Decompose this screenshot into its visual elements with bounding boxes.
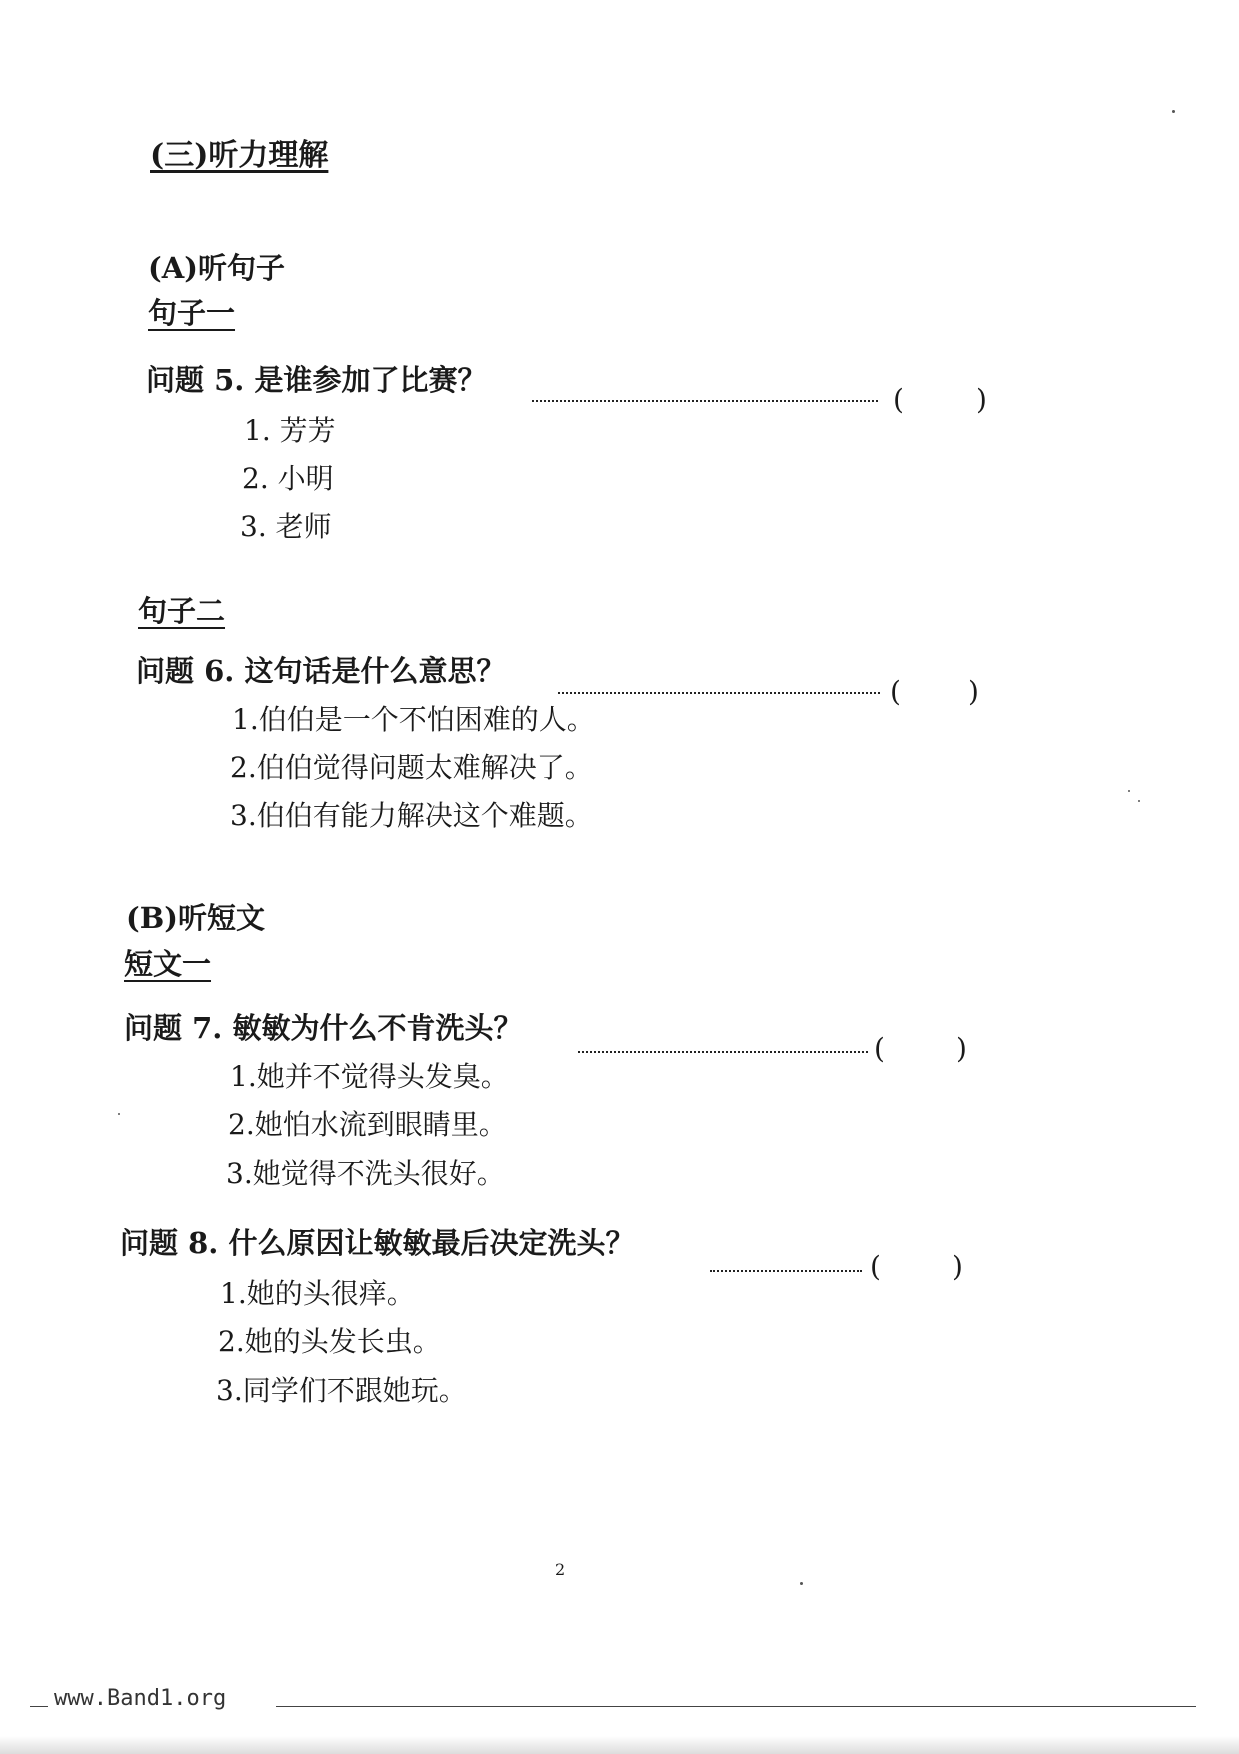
question-6-answer-open: ( <box>890 675 901 708</box>
question-8-option-2: 2.她的头发长虫。 <box>218 1325 441 1358</box>
passage-1-label: 短文一 <box>124 947 212 981</box>
question-8-answer-close: ) <box>952 1250 963 1283</box>
question-8-option-3: 3.同学们不跟她玩。 <box>216 1374 467 1407</box>
footer-watermark: www.Band1.org <box>54 1686 227 1711</box>
scan-speck <box>800 1582 803 1585</box>
question-5: 问题 5. 是谁参加了比赛？ <box>146 363 487 397</box>
question-5-option-1: 1. 芳芳 <box>244 414 336 447</box>
question-6-leader-dots <box>558 692 880 694</box>
scan-speck <box>118 1113 120 1115</box>
question-5-answer-open: ( <box>893 383 904 416</box>
question-8-leader-dots <box>710 1270 862 1272</box>
sentence-1-label: 句子一 <box>148 296 236 330</box>
question-6-option-1: 1.伯伯是一个不怕困难的人。 <box>232 703 595 736</box>
question-8-option-1: 1.她的头很痒。 <box>220 1277 415 1310</box>
footer-rule-right <box>276 1706 1196 1707</box>
question-7: 问题 7. 敏敏为什么不肯洗头？ <box>124 1011 523 1045</box>
question-8-answer-open: ( <box>870 1250 881 1283</box>
page-number: 2 <box>555 1560 566 1579</box>
question-7-option-2: 2.她怕水流到眼睛里。 <box>228 1108 507 1141</box>
question-6: 问题 6. 这句话是什么意思？ <box>136 654 506 688</box>
question-7-option-1: 1.她并不觉得头发臭。 <box>230 1060 509 1093</box>
section-title: (三)听力理解 <box>150 138 329 173</box>
question-6-option-3: 3.伯伯有能力解决这个难题。 <box>230 799 593 832</box>
question-5-answer-close: ) <box>976 383 987 416</box>
question-6-option-2: 2.伯伯觉得问题太难解决了。 <box>230 751 593 784</box>
sentence-2-label: 句子二 <box>138 594 226 628</box>
question-5-option-2: 2. 小明 <box>242 462 334 495</box>
question-7-answer-close: ) <box>956 1032 967 1065</box>
scan-bottom-edge <box>0 1736 1239 1754</box>
footer-rule-left <box>30 1706 48 1707</box>
scan-speck <box>1128 790 1130 792</box>
scan-speck <box>1138 800 1140 802</box>
question-8: 问题 8. 什么原因让敏敏最后决定洗头？ <box>120 1226 635 1260</box>
question-7-leader-dots <box>578 1051 868 1053</box>
part-b-title: (B)听短文 <box>126 901 265 935</box>
part-a-title: (A)听句子 <box>148 251 285 285</box>
scan-speck <box>1172 110 1175 113</box>
question-5-option-3: 3. 老师 <box>240 510 332 543</box>
question-5-leader-dots <box>532 400 878 402</box>
question-7-option-3: 3.她觉得不洗头很好。 <box>226 1157 505 1190</box>
question-7-answer-open: ( <box>874 1032 885 1065</box>
question-6-answer-close: ) <box>968 675 979 708</box>
